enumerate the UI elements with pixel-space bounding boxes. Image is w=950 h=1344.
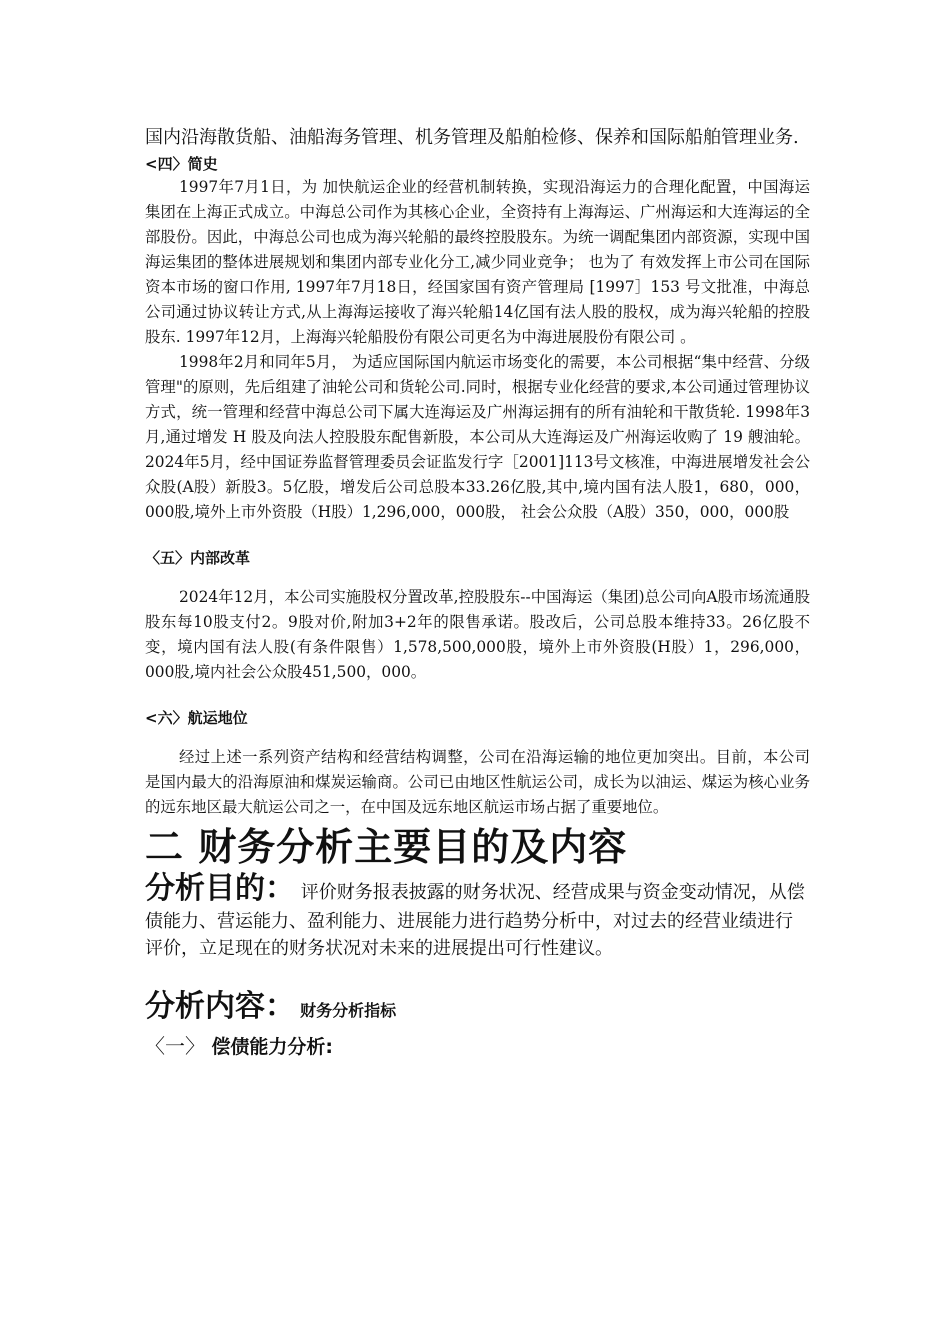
section6-heading: <六〉航运地位 bbox=[145, 709, 248, 727]
section4-paragraph-1: 1997年7月1日，为 加快航运企业的经营机制转换，实现沿海运力的合理化配置，中国海运集团在上海正式成立。中海总公司作为其核心企业，全资持有上海海运、广州海运和大连海运的全部股份。因此，中海总公司也成为海兴轮船的最终控股股东。为统一调配集团内部资源，实现中国海运集团的整体进展规划和集团内部专业化分工,减少同业竞争； 也为了 有效发挥上市公司在国际资本市场的窗口作用, 1997年7月18日，经国家国有资产管理局 [1997］153 号文批准，中海总公司通过协议转让方式,从上海海运接收了海兴轮船14亿国有法人股的股权，成为海兴轮船的控股股东. 1997年12月，上海海兴轮船股份有限公司更名为中海进展股份有限公司 。 bbox=[145, 178, 810, 346]
intro-paragraph: 国内沿海散货船、油船海务管理、机务管理及船舶检修、保养和国际船舶管理业务. bbox=[145, 127, 799, 148]
content-label: 分析内容： bbox=[145, 989, 295, 1024]
purpose-text: 评价财务报表披露的财务状况、经营成果与资金变动情况，从偿债能力、营运能力、盈利能力、进展能力进行趋势分析中，对过去的经营业绩进行评价，立足现在的财务状况对未来的进展提出可行性建议。 bbox=[145, 882, 805, 959]
section6-paragraph: 经过上述一系列资产结构和经营结构调整，公司在沿海运输的地位更加突出。目前，本公司是国内最大的沿海原油和煤炭运输商。公司已由地区性航运公司，成长为以油运、煤运为核心业务的远东地区最大航运公司之一，在中国及远东地区航运市场占据了重要地位。 bbox=[145, 748, 810, 816]
content-line bbox=[145, 988, 810, 1031]
section4-paragraph-2: 1998年2月和同年5月， 为适应国际国内航运市场变化的需要，本公司根据“集中经营、分级管理"的原则，先后组建了油轮公司和货轮公司.同时，根据专业化经营的要求,本公司通过管理协议方式，统一管理和经营中海总公司下属大连海运及广州海运拥有的所有油轮和干散货轮. 1998年3月,通过增发 H 股及向法人控股股东配售新股，本公司从大连海运及广州海运收购了 19 艘油轮。2024年5月，经中国证券监督管理委员会证监发行字［2001]113号文核准，中海进展增发社会公众股(A股）新股3。5亿股，增发后公司总股本33.26亿股,其中,境内国有法人股1，680，000，000股,境外上市外资股（H股）1,296,000，000股， 社会公众股（A股）350，000，000股 bbox=[145, 353, 810, 521]
section5-heading: 〈五〉内部改革 bbox=[145, 549, 251, 567]
subsection-1 bbox=[145, 1031, 810, 1062]
document-page bbox=[145, 124, 810, 1062]
content-text: 财务分析指标 bbox=[300, 1001, 397, 1020]
subsection-1-label: 偿债能力分析: bbox=[211, 1036, 333, 1058]
purpose-label: 分析目的： bbox=[145, 871, 295, 906]
part2-title: 二 财务分析主要目的及内容 bbox=[145, 825, 628, 869]
section5-paragraph: 2024年12月，本公司实施股权分置改革,控股股东--中国海运（集团)总公司向A股市场流通股股东每10股支付2。9股对价,附加3+2年的限售承诺。股改后，公司总股本维持33。26亿股不变，境内国有法人股(有条件限售）1,578,500,000股，境外上市外资股(H股）1，296,000，000股,境内社会公众股451,500，000。 bbox=[145, 588, 810, 681]
purpose-paragraph bbox=[145, 870, 810, 962]
section4-heading: <四〉简史 bbox=[145, 155, 218, 173]
subsection-1-prefix: 〈一〉 bbox=[145, 1034, 205, 1058]
